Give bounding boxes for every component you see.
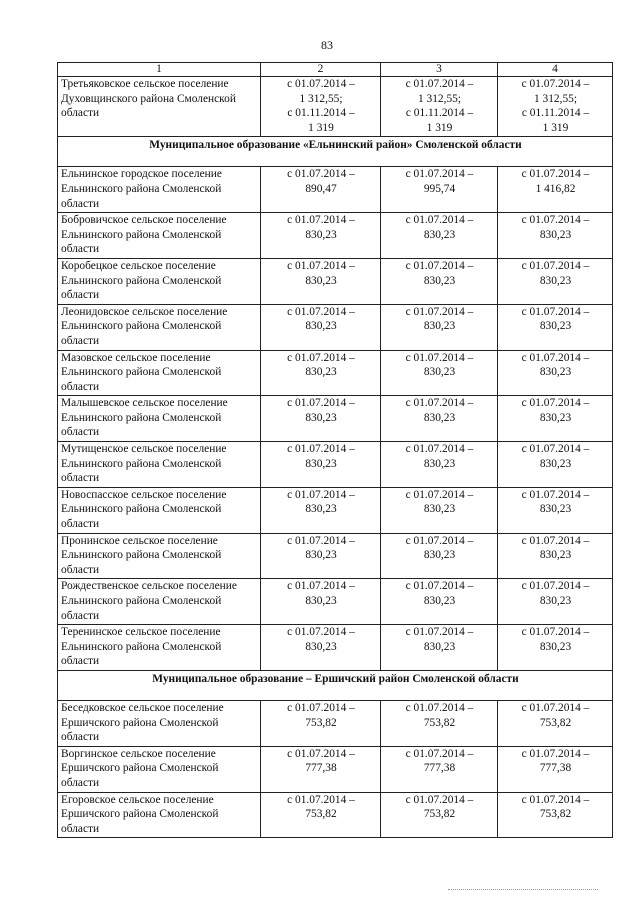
settlement-name: Мутищенское сельское поселение Ельнинского района Смоленской области [58, 442, 261, 488]
tariff-value-line: 830,23 [539, 640, 572, 653]
tariff-cell-v4 [498, 304, 613, 350]
tariff-value-line: с 01.07.2014 – [521, 259, 590, 272]
tariff-value-line: 830,23 [539, 274, 572, 287]
tariff-value-line: 1 319 [426, 121, 453, 134]
footer-dotted-mark [448, 889, 598, 891]
tariff-value-line: 753,82 [423, 808, 456, 821]
tariff-value-line: с 01.07.2014 – [405, 168, 474, 181]
tariff-value-line: 830,23 [539, 503, 572, 516]
tariff-value-line: с 01.07.2014 – [287, 701, 355, 714]
tariff-value-line: с 01.07.2014 – [287, 488, 355, 501]
tariff-cell-v3 [381, 213, 498, 259]
tariff-value-line: 1 416,82 [535, 182, 576, 195]
column-number: 2 [261, 63, 381, 77]
tariff-value-line: с 01.07.2014 – [287, 305, 355, 318]
tariff-value-line: с 01.07.2014 – [405, 78, 474, 90]
tariff-cell-v2 [261, 625, 381, 671]
tariff-value-line: 830,23 [305, 366, 337, 379]
tariff-value-line: с 01.07.2014 – [405, 747, 474, 760]
tariff-cell-v2 [261, 700, 381, 746]
tariff-cell-v3 [381, 442, 498, 488]
tariff-value-line: 753,82 [539, 716, 572, 729]
section-title: Муниципальное образование «Ельнинский район» Смоленской области [58, 137, 613, 167]
table-row [58, 213, 613, 259]
tariff-cell-v3 [381, 396, 498, 442]
tariff-value-line: 830,23 [539, 320, 572, 333]
tariff-cell-v3 [381, 350, 498, 396]
tariff-cell-v4 [498, 213, 613, 259]
section-title: Муниципальное образование – Ершичский район Смоленской области [58, 670, 613, 700]
table-row [58, 746, 613, 792]
tariff-value-line: с 01.07.2014 – [287, 534, 355, 547]
tariff-cell-v2 [261, 304, 381, 350]
tariff-cell-v2 [261, 746, 381, 792]
tariff-cell-v2 [261, 442, 381, 488]
tariff-value-line: 830,23 [305, 595, 337, 607]
tariff-value-line: с 01.07.2014 – [405, 580, 474, 593]
tariff-cell-v4 [498, 258, 613, 304]
tariff-value-line: с 01.07.2014 – [521, 701, 590, 714]
tariff-cell-v3 [381, 579, 498, 625]
tariff-value-line: с 01.07.2014 – [521, 626, 590, 639]
tariff-cell-v3 [381, 700, 498, 746]
settlement-name: Пронинское сельское поселение Ельнинского района Смоленской области [58, 533, 261, 579]
tariff-value-line: 830,23 [305, 320, 337, 333]
settlement-name: Егоровское сельское поселение Ершичского района Смоленской области [58, 792, 261, 838]
column-number-row [58, 63, 613, 77]
settlement-name: Малышевское сельское поселение Ельнинского района Смоленской области [58, 396, 261, 442]
section-header-row [58, 670, 613, 700]
tariff-value-line: с 01.07.2014 – [521, 747, 590, 760]
table-row [58, 167, 613, 213]
tariff-cell-v3 [381, 625, 498, 671]
tariff-cell-v3 [381, 487, 498, 533]
settlement-name: Беседковское сельское поселение Ершичского района Смоленской области [58, 700, 261, 746]
tariff-cell-v2 [261, 533, 381, 579]
settlement-name: Третьяковское сельское поселение Духовщинского района Смоленской области [58, 77, 261, 137]
settlement-name: Рождественское сельское поселение Ельнинского района Смоленской области [58, 579, 261, 625]
tariff-cell-v4 [498, 625, 613, 671]
tariff-value-line: с 01.07.2014 – [287, 747, 355, 760]
column-number: 4 [498, 63, 613, 77]
settlement-name: Ельнинское городское поселение Ельнинского района Смоленской области [58, 167, 261, 213]
tariff-value-line: с 01.07.2014 – [521, 305, 590, 318]
tariff-value-line: 830,23 [539, 595, 572, 607]
tariff-value-line: 830,23 [423, 640, 456, 653]
tariff-value-line: с 01.07.2014 – [405, 443, 474, 456]
tariff-value-line: с 01.07.2014 – [405, 488, 474, 501]
tariff-cell-v3 [381, 77, 498, 137]
tariff-cell-v3 [381, 258, 498, 304]
tariff-value-line: с 01.07.2014 – [405, 701, 474, 714]
table-row [58, 579, 613, 625]
tariff-cell-v4 [498, 167, 613, 213]
tariff-value-line: 830,23 [539, 411, 572, 424]
tariff-value-line: 830,23 [539, 366, 572, 379]
column-number: 3 [381, 63, 498, 77]
tariff-cell-v4 [498, 442, 613, 488]
tariff-value-line: с 01.07.2014 – [521, 793, 590, 806]
tariff-value-line: 1 312,55; [299, 92, 343, 105]
tariff-value-line: 753,82 [305, 716, 337, 729]
tariff-cell-v3 [381, 304, 498, 350]
tariff-cell-v4 [498, 792, 613, 838]
settlement-name: Новоспасское сельское поселение Ельнинского района Смоленской области [58, 487, 261, 533]
tariff-value-line: 830,23 [539, 549, 572, 562]
tariff-cell-v3 [381, 792, 498, 838]
tariff-value-line: 830,23 [305, 411, 337, 424]
tariff-value-line: с 01.07.2014 – [287, 168, 355, 181]
tariff-cell-v4 [498, 746, 613, 792]
tariff-value-line: 830,23 [423, 549, 456, 562]
tariff-cell-v3 [381, 167, 498, 213]
tariff-value-line: с 01.07.2014 – [521, 168, 590, 181]
tariff-cell-v4 [498, 396, 613, 442]
tariff-value-line: с 01.07.2014 – [287, 214, 355, 227]
tariff-value-line: 753,82 [305, 808, 337, 821]
tariff-value-line: с 01.07.2014 – [287, 397, 355, 410]
tariff-value-line: с 01.07.2014 – [287, 259, 355, 272]
tariff-cell-v3 [381, 746, 498, 792]
settlement-name: Бобровичское сельское поселение Ельнинского района Смоленской области [58, 213, 261, 259]
settlement-name: Коробецкое сельское поселение Ельнинского района Смоленской области [58, 258, 261, 304]
tariff-value-line: с 01.07.2014 – [405, 534, 474, 547]
tariff-value-line: 830,23 [305, 228, 337, 241]
tariff-cell-v2 [261, 350, 381, 396]
tariff-value-line: 830,23 [423, 503, 456, 516]
tariff-value-line: с 01.07.2014 – [287, 626, 355, 639]
tariff-value-line: с 01.07.2014 – [521, 443, 590, 456]
tariff-value-line: с 01.07.2014 – [405, 793, 474, 806]
tariff-cell-v2 [261, 77, 381, 137]
tariff-cell-v4 [498, 700, 613, 746]
page-number: 83 [321, 38, 333, 52]
tariff-value-line: 830,23 [305, 640, 337, 653]
table-row [58, 792, 613, 838]
tariff-value-line: 830,23 [423, 366, 456, 379]
tariff-value-line: 890,47 [305, 182, 337, 195]
tariff-cell-v2 [261, 396, 381, 442]
tariff-cell-v3 [381, 533, 498, 579]
tariff-value-line: с 01.07.2014 – [521, 534, 590, 547]
tariff-cell-v4 [498, 579, 613, 625]
tariff-value-line: с 01.07.2014 – [521, 351, 590, 364]
tariff-value-line: 1 312,55; [533, 92, 578, 105]
tariff-value-line: 830,23 [423, 320, 456, 333]
tariff-cell-v4 [498, 533, 613, 579]
tariff-cell-v4 [498, 77, 613, 137]
table-row [58, 625, 613, 671]
tariff-value-line: с 01.07.2014 – [405, 397, 474, 410]
tariff-value-line: с 01.07.2014 – [521, 78, 590, 90]
tariff-cell-v2 [261, 258, 381, 304]
tariff-value-line: 753,82 [539, 808, 572, 821]
table-row [58, 304, 613, 350]
tariff-cell-v2 [261, 167, 381, 213]
tariff-value-line: с 01.11.2014 – [287, 107, 355, 120]
tariff-value-line: с 01.07.2014 – [287, 443, 355, 456]
tariff-value-line: 777,38 [423, 762, 456, 775]
table-row [58, 396, 613, 442]
tariff-cell-v4 [498, 487, 613, 533]
tariff-value-line: с 01.07.2014 – [521, 488, 590, 501]
tariff-value-line: с 01.07.2014 – [405, 214, 474, 227]
tariff-cell-v2 [261, 579, 381, 625]
column-number: 1 [58, 63, 261, 77]
tariff-value-line: 830,23 [305, 503, 337, 516]
tariff-value-line: с 01.07.2014 – [521, 580, 590, 593]
tariff-value-line: 1 312,55; [417, 92, 462, 105]
tariff-cell-v2 [261, 213, 381, 259]
table-row [58, 533, 613, 579]
table-row [58, 350, 613, 396]
tariff-value-line: с 01.07.2014 – [405, 259, 474, 272]
tariff-value-line: 830,23 [305, 274, 337, 287]
tariff-value-line: 830,23 [305, 549, 337, 562]
tariff-value-line: 830,23 [305, 457, 337, 470]
tariff-value-line: с 01.07.2014 – [287, 78, 355, 90]
tariff-value-line: с 01.07.2014 – [287, 580, 355, 593]
tariff-value-line: 830,23 [423, 457, 456, 470]
tariff-value-line: с 01.07.2014 – [521, 397, 590, 410]
tariff-value-line: с 01.11.2014 – [521, 107, 590, 120]
table-row [58, 487, 613, 533]
table-row [58, 258, 613, 304]
settlement-name: Мазовское сельское поселение Ельнинского района Смоленской области [58, 350, 261, 396]
tariff-value-line: с 01.07.2014 – [405, 305, 474, 318]
tariff-value-line: с 01.07.2014 – [287, 793, 355, 806]
tariff-value-line: с 01.07.2014 – [287, 351, 355, 364]
tariff-table-body [58, 63, 613, 838]
tariff-table [57, 62, 613, 838]
tariff-value-line: с 01.07.2014 – [521, 214, 590, 227]
settlement-name: Леонидовское сельское поселение Ельнинского района Смоленской области [58, 304, 261, 350]
tariff-value-line: 830,23 [423, 595, 456, 607]
section-header-row [58, 137, 613, 167]
tariff-value-line: 995,74 [423, 182, 456, 195]
tariff-value-line: 830,23 [423, 274, 456, 287]
tariff-value-line: 1 319 [308, 121, 334, 134]
tariff-value-line: с 01.11.2014 – [405, 107, 474, 120]
tariff-cell-v4 [498, 350, 613, 396]
settlement-name: Воргинское сельское поселение Ершичского района Смоленской области [58, 746, 261, 792]
tariff-value-line: 777,38 [539, 762, 572, 775]
tariff-value-line: с 01.07.2014 – [405, 351, 474, 364]
tariff-value-line: 777,38 [305, 762, 337, 775]
tariff-value-line: 830,23 [539, 457, 572, 470]
tariff-cell-v2 [261, 487, 381, 533]
settlement-name: Теренинское сельское поселение Ельнинского района Смоленской области [58, 625, 261, 671]
tariff-value-line: 830,23 [423, 411, 456, 424]
tariff-value-line: 830,23 [539, 228, 572, 241]
table-row [58, 700, 613, 746]
tariff-value-line: 830,23 [423, 228, 456, 241]
table-row [58, 77, 613, 137]
tariff-cell-v2 [261, 792, 381, 838]
tariff-value-line: с 01.07.2014 – [405, 626, 474, 639]
tariff-value-line: 753,82 [423, 716, 456, 729]
tariff-value-line: 1 319 [542, 121, 569, 134]
table-row [58, 442, 613, 488]
